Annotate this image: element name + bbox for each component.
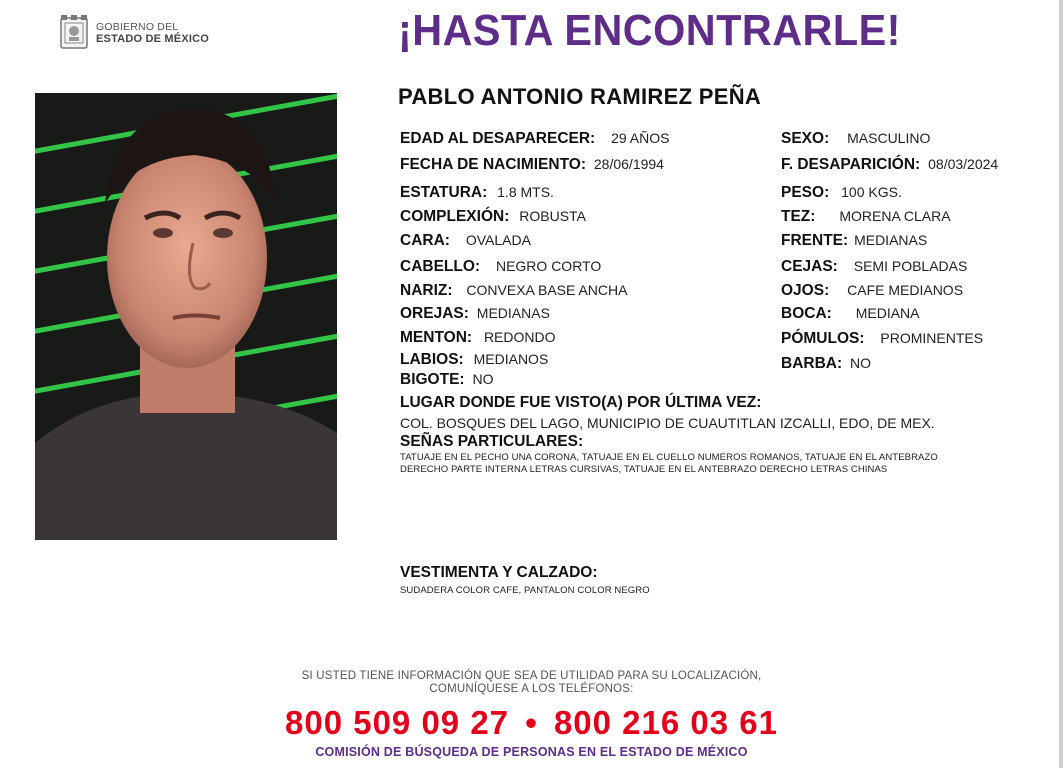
field-fecha-desaparicion — [781, 156, 998, 174]
senas-line-2: DERECHO PARTE INTERNA LETRAS CURSIVAS, TATUAJE EN EL ANTEBRAZO DERECHO LETRAS CHINAS — [400, 464, 888, 475]
field-value: OVALADA — [465, 232, 531, 248]
field-label: FECHA DE NACIMIENTO: — [400, 156, 586, 173]
field-label: OJOS: — [781, 282, 830, 299]
field-label: MENTON: — [400, 329, 473, 346]
field-edad — [400, 130, 669, 148]
contact-section — [0, 670, 1063, 759]
field-value: NEGRO CORTO — [495, 258, 602, 274]
field-label: NARIZ: — [400, 282, 453, 299]
field-label: PÓMULOS: — [781, 330, 865, 347]
field-value: CAFE MEDIANOS — [847, 282, 964, 298]
field-value: 08/03/2024 — [928, 156, 999, 172]
contact-note-line-1: SI USTED TIENE INFORMACIÓN QUE SEA DE UTILIDAD PARA SU LOCALIZACIÓN, — [301, 670, 762, 682]
field-label: SEXO: — [781, 130, 830, 147]
field-label: EDAD AL DESAPARECER: — [400, 130, 596, 147]
field-label: BOCA: — [781, 305, 832, 322]
page-edge — [1059, 0, 1063, 768]
field-value: NO — [472, 371, 494, 387]
field-label: F. DESAPARICIÓN: — [781, 156, 921, 173]
government-logo — [58, 14, 209, 52]
field-frente — [781, 232, 927, 250]
phone-numbers — [0, 705, 1063, 741]
headline: ¡HASTA ENCONTRARLE! — [398, 6, 901, 55]
field-complexion — [400, 208, 586, 226]
field-value: NO — [850, 355, 872, 371]
field-value: 29 AÑOS — [611, 130, 670, 146]
field-boca — [781, 305, 920, 323]
field-peso — [781, 184, 902, 202]
field-value: 100 KGS. — [841, 184, 902, 200]
agency-name: COMISIÓN DE BÚSQUEDA DE PERSONAS EN EL ESTADO DE MÉXICO — [315, 745, 748, 759]
field-labios — [400, 351, 548, 369]
field-menton — [400, 329, 556, 347]
field-value: MEDIANA — [855, 305, 920, 321]
field-label: BARBA: — [781, 355, 843, 372]
field-label: TEZ: — [781, 208, 816, 225]
field-value: SEMI POBLADAS — [853, 258, 968, 274]
field-pomulos — [781, 330, 983, 348]
phone-separator: • — [525, 704, 538, 741]
contact-note-line-2: COMUNÍQUESE A LOS TELÉFONOS: — [429, 683, 634, 695]
field-value: 28/06/1994 — [593, 156, 664, 172]
field-label: OREJAS: — [400, 305, 469, 322]
person-name: PABLO ANTONIO RAMIREZ PEÑA — [398, 84, 762, 109]
logo-line-2: ESTADO DE MÉXICO — [96, 33, 210, 45]
field-label: PESO: — [781, 184, 830, 201]
field-ojos — [781, 282, 963, 300]
field-tez — [781, 208, 951, 226]
lugar-title: LUGAR DONDE FUE VISTO(A) POR ÚLTIMA VEZ: — [400, 394, 762, 411]
coat-of-arms-icon — [58, 14, 90, 52]
field-fecha-nacimiento — [400, 156, 664, 174]
field-label: CABELLO: — [400, 258, 481, 275]
field-value: REDONDO — [483, 329, 556, 345]
field-label: FRENTE: — [781, 232, 849, 249]
field-value: PROMINENTES — [880, 330, 984, 346]
field-label: ESTATURA: — [400, 184, 488, 201]
field-label: CARA: — [400, 232, 450, 249]
phone-1: 800 509 09 27 — [285, 704, 510, 741]
field-cejas — [781, 258, 967, 276]
senas-line-1: TATUAJE EN EL PECHO UNA CORONA, TATUAJE EN EL CUELLO NUMEROS ROMANOS, TATUAJE EN EL ANTEBRAZO — [400, 452, 938, 463]
vestimenta-title: VESTIMENTA Y CALZADO: — [400, 564, 598, 581]
field-value: MEDIANOS — [473, 351, 549, 367]
field-cara — [400, 232, 531, 250]
field-cabello — [400, 258, 601, 276]
field-label: CEJAS: — [781, 258, 838, 275]
logo-line-1: GOBIERNO DEL — [96, 21, 179, 33]
field-nariz — [400, 282, 627, 300]
field-value: MORENA CLARA — [839, 208, 951, 224]
field-orejas — [400, 305, 550, 323]
field-value: CONVEXA BASE ANCHA — [466, 282, 628, 298]
field-sexo — [781, 130, 930, 148]
field-estatura — [400, 184, 554, 202]
field-label: BIGOTE: — [400, 371, 465, 388]
field-label: COMPLEXIÓN: — [400, 208, 510, 225]
senas-title: SEÑAS PARTICULARES: — [400, 433, 584, 450]
field-value: 1.8 MTS. — [497, 184, 554, 200]
field-label: LABIOS: — [400, 351, 464, 368]
field-bigote — [400, 371, 493, 389]
field-barba — [781, 355, 871, 373]
field-value: MASCULINO — [847, 130, 931, 146]
field-value: MEDIANAS — [476, 305, 550, 321]
lugar-text: COL. BOSQUES DEL LAGO, MUNICIPIO DE CUAUTITLAN IZCALLI, EDO, DE MEX. — [400, 415, 935, 431]
person-photo — [35, 93, 337, 540]
field-value: MEDIANAS — [854, 232, 928, 248]
field-value: ROBUSTA — [519, 208, 586, 224]
vestimenta-text: SUDADERA COLOR CAFE, PANTALON COLOR NEGRO — [400, 585, 650, 596]
phone-2: 800 216 03 61 — [553, 704, 778, 741]
